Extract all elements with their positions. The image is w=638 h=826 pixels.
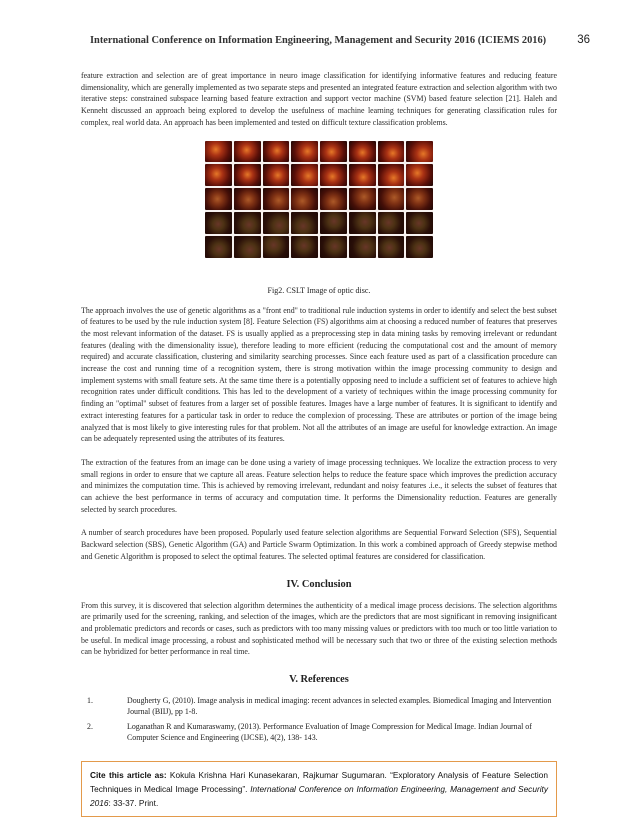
figure-caption: Fig2. CSLT Image of optic disc. bbox=[267, 285, 371, 295]
conference-title: International Conference on Information Engineering, Management and Security 2016 (ICIEMS 2016) bbox=[90, 35, 547, 46]
section-title-references: V. References bbox=[289, 674, 349, 686]
conclusion-paragraph: From this survey, it is discovered that selection algorithm determines the authenticity of a medical image process decisions. The selection algorithms are primarily used for the screening, ranking, and selection of the images, which are the predictors that are most significant in removing insignificant and problematic predictors and records or cases, such as predictors with too many missing values or predictors with too much or too little variation to be useful. In medical image processing, a robust and sophisticated method will be necessary such that two or three of the existing selection methods can be hybridized for better performance in real time. bbox=[81, 600, 557, 657]
cslt-image-tile bbox=[406, 212, 433, 234]
cslt-image-tile bbox=[378, 212, 405, 234]
page-body bbox=[81, 70, 557, 746]
citation-authors: Kokula Krishna Hari Kunasekaran, Rajkumar Sugumaran. “Exploratory Analysis of Feature Selection Techniques in Medical Image Processing”. bbox=[90, 770, 548, 795]
cslt-image-tile bbox=[406, 141, 433, 163]
citation-pages: : 33-37. Print. bbox=[108, 798, 159, 809]
cslt-image-tile bbox=[291, 164, 318, 186]
intro-paragraph: feature extraction and selection are of great importance in neuro image classification for identifying informative features and reducing feature dimensionality, which are generally implemented as two separate steps and presented an integrated feature extraction and selection algorithm with two iterative steps: constrained subspace learning based feature extraction and support vector machine (SVM) based feature selection [21]. Haleh and Kenneht discussed an approach being explored to develop the usefulness of machine learning techniques for generating classification rules for complex, real world data. An approach has been implemented and tested on difficult texture classification problems. bbox=[81, 71, 557, 127]
cslt-image-tile bbox=[378, 141, 405, 163]
cslt-image-tile bbox=[378, 188, 405, 210]
cslt-image-tile bbox=[291, 141, 318, 163]
reference-list bbox=[87, 695, 557, 743]
reference-text: Dougherty G, (2010). Image analysis in medical imaging: recent advances in selected examples. Biomedical Imaging and Intervention Journal (BIIJ), pp 1-8. bbox=[127, 696, 552, 717]
cslt-image-tile bbox=[263, 212, 290, 234]
cslt-image-tile bbox=[320, 212, 347, 234]
cslt-image-tile bbox=[378, 236, 405, 258]
cslt-image-tile bbox=[378, 164, 405, 186]
body-paragraph-3: A number of search procedures have been proposed. Popularly used feature selection algorithms are Sequential Forward Selection (SFS), Sequential Backward selection (SBS), Genetic Algorithm (GA) and Particle Swarm Optimization. In this work a combined approach of Greedy stepwise method and Genetic Algorithm is proposed to select the optimal features. The selected optimal features are considered for classification. bbox=[81, 528, 557, 561]
body-paragraph-1: The approach involves the use of genetic algorithms as a "front end" to traditional rule induction systems in order to identify and select the best subset of features to be used by the rule induction system [8]. Feature Selection (FS) algorithms aim at choosing a reduced number of features that preserves the most relevant information of the dataset. FS is usually applied as a preprocessing step in data mining tasks by removing irrelevant or redundant features (dealing with the dimensionality issue), therefore leading to more efficient (reducing the computational cost and the amount of memory required) and accurate classification, clustering and similarity searching processes. Since each feature used as part of a classification procedure can increase the cost and running time of a recognition system, there is strong motivation within the image processing community to design and implement systems with small feature sets. At the same time there is a potentially opposing need to include a sufficient set of features to achieve high recognition rates under difficult conditions. This has led to the development of a variety of techniques within the image processing community for finding an "optimal" subset of features from a larger set of possible features. Images have a large number of features. It is significant to identify and extract interesting features for a particular task in order to reduce the complexion of processing. These are attributes or portion of the image being analyzed that is most likely to give interesting rules for that problem. Not all the attributes of an image are useful for knowledge extraction. An image can be adequately represented using the attributes of its features. bbox=[81, 305, 557, 444]
reference-item bbox=[87, 721, 557, 743]
cslt-image-tile bbox=[291, 236, 318, 258]
cslt-image-tile bbox=[406, 236, 433, 258]
reference-text: Loganathan R and Kumaraswamy, (2013). Performance Evaluation of Image Compression for Medical Image. Indian Journal of Computer Science and Engineering (IJCSE), 4(2), 138- 143. bbox=[127, 721, 532, 742]
cslt-image-tile bbox=[406, 164, 433, 186]
citation-label: Cite this article as: bbox=[90, 770, 167, 780]
cslt-image-tile bbox=[406, 188, 433, 210]
cslt-image-tile bbox=[263, 141, 290, 163]
cslt-image-tile bbox=[291, 188, 318, 210]
cslt-image-tile bbox=[320, 188, 347, 210]
citation-venue: International Conference on Information Engineering, Management and Security 2016 bbox=[90, 784, 549, 809]
cslt-image-tile bbox=[205, 188, 232, 210]
cslt-image-tile bbox=[234, 236, 261, 258]
cslt-image-tile bbox=[349, 164, 376, 186]
cslt-image-tile bbox=[349, 188, 376, 210]
reference-number: 1. bbox=[87, 696, 93, 706]
reference-number: 2. bbox=[87, 721, 93, 731]
cslt-image-tile bbox=[234, 164, 261, 186]
cslt-image-tile bbox=[263, 164, 290, 186]
citation-box bbox=[81, 761, 557, 817]
cslt-image-tile bbox=[320, 141, 347, 163]
cslt-image-tile bbox=[205, 141, 232, 163]
cslt-image-tile bbox=[349, 212, 376, 234]
cslt-image-tile bbox=[320, 236, 347, 258]
cslt-image-tile bbox=[234, 188, 261, 210]
cslt-image-tile bbox=[205, 164, 232, 186]
page-number: 36 bbox=[577, 34, 590, 46]
cslt-image-tile bbox=[205, 236, 232, 258]
cslt-image-tile bbox=[349, 141, 376, 163]
cslt-image-tile bbox=[349, 236, 376, 258]
cslt-image-tile bbox=[205, 212, 232, 234]
cslt-image-tile bbox=[234, 141, 261, 163]
reference-item bbox=[87, 695, 557, 717]
cslt-image-tile bbox=[263, 188, 290, 210]
section-title-conclusion: IV. Conclusion bbox=[286, 578, 352, 590]
cslt-image-tile bbox=[234, 212, 261, 234]
cslt-image-tile bbox=[263, 236, 290, 258]
cslt-image-grid bbox=[205, 141, 433, 258]
cslt-image-tile bbox=[320, 164, 347, 186]
cslt-image-tile bbox=[291, 212, 318, 234]
body-paragraph-2: The extraction of the features from an image can be done using a variety of image processing techniques. We localize the extraction process to very small regions in order to ensure that we capture all areas. Feature selection helps to reduce the feature space which improves the prediction accuracy and minimizes the computation time. This is achieved by removing irrelevant, redundant and noisy features .i.e., it selects the subset of features that can achieve the best performance in terms of accuracy and computation time. It performs the Dimensionality reduction. Features are generally selected by search procedures. bbox=[81, 457, 557, 514]
figure-optic-disc bbox=[81, 141, 557, 258]
running-header bbox=[90, 34, 590, 46]
